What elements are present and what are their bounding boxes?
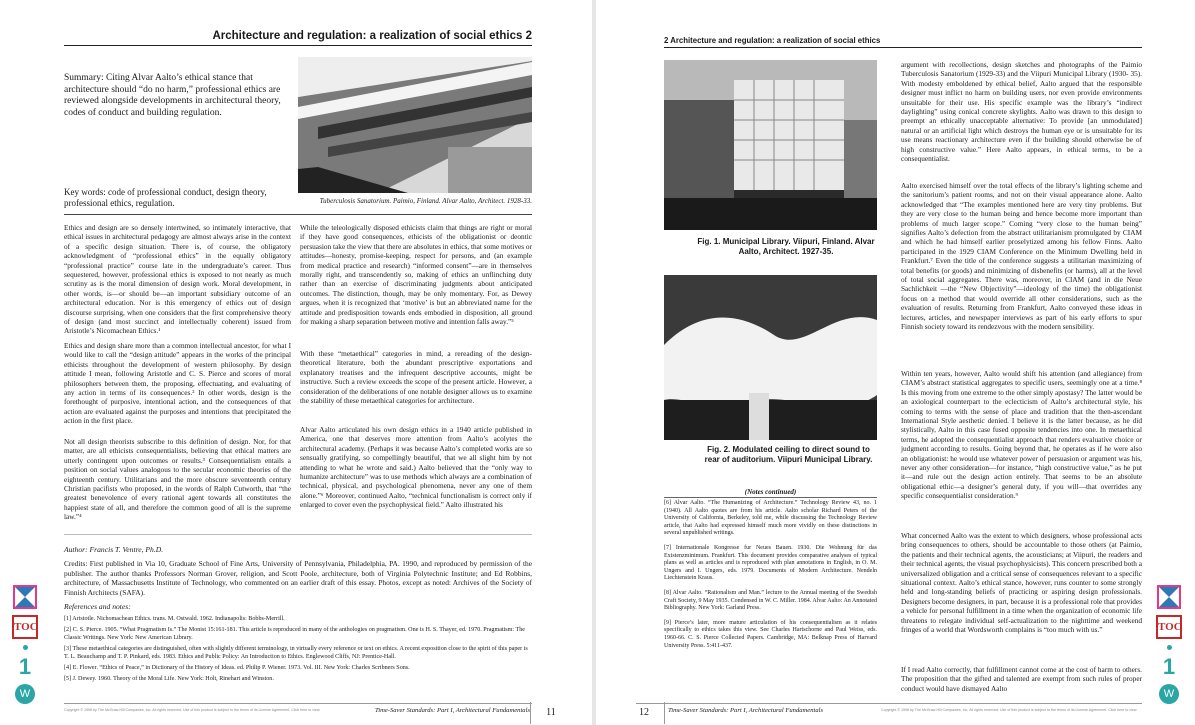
left-col1-para2: Ethics and design share more than a common intellectual ancestor, for what I would like to call the “design attitude” appears in the works of the principal ethicists throughout the development of western philosophy. By design attitude I mean, following Aristotle and C. S. Pierce and scores of moral philosophers between them, the proposing, effectuating, and evaluating of any action in terms of its consequences.² In other words, design is the forethought of purposive, intentional action, and the consequences of that action are evaluated against the purposes and intentions that precipitated the action in the first place. — [64, 341, 291, 426]
library-photo — [664, 60, 877, 230]
summary-paragraph: Summary: Citing Alvar Aalto’s ethical stance that architecture should “do no harm,” professional ethics are reviewed alongside developments in architectural theory, codes of conduct and building regulation. — [64, 73, 281, 118]
reference-list — [64, 615, 532, 683]
left-page-number: 11 — [530, 702, 571, 724]
right-col2-para2: Aalto exercised himself over the total effects of the library’s lighting scheme and the sanitorium’s patient rooms, and not on their visual appearance alone. Aalto acknowledged that “The examples mentioned here are very tiny problems. But they are very close to the human being and hence become more important than problems of much larger scope.” Coming “very close to the human being” signifies Aalto’s defection from the abstract utilitarianism promulgated by CIAM and which he had himself earlier proselytized among his fellow Finns. Aalto participated in the 1929 CIAM Conference on the Minimum Dwelling held in Frankfurt.⁷ Even the title of the conference suggests a utilitarian maximizing of total benefits (or goods) and minimizing of disbenefits (or harms), all at the level of total social aggregates. There was, moreover, in CIAM (and in die Neue Sachlichkeit —the “New Objectivity”—ideology of the time) the obligationist focus on a method that would override all other considerations, such as the evaluation of results. Returning from Frankfurt, Aalto conveyed these ideas in lectures, articles, and newspaper interviews as part of his early efforts to spur Finnish society toward its rendezvous with the modern sensibility. — [901, 181, 1142, 332]
navigation-arrows-icon[interactable] — [1157, 585, 1181, 609]
toc-button[interactable]: TOC — [12, 615, 38, 639]
ceiling-photo — [664, 275, 877, 440]
sanatorium-caption: Tuberculosis Sanatorium. Paimio, Finland. Alvar Aalto, Architect. 1928-33. — [319, 197, 532, 205]
right-header-title: 2 Architecture and regulation: a realization of social ethics — [664, 36, 881, 45]
left-footer-rule — [64, 703, 532, 704]
library-image — [664, 60, 877, 230]
left-footer-copyright[interactable]: Copyright © 1998 by The McGraw-Hill Companies, Inc. All rights reserved. Use of this product is subject to the terms of its License Agreement. Click here to view. — [64, 708, 321, 712]
dot-icon — [1167, 645, 1172, 650]
right-col2-para1: argument with recollections, design sketches and photographs of the Paimio Tuberculosis Sanatorium (1929-33) and the Viipuri Municipal Library (1930- 35). With modesty emboldened by ethical belief, Aalto argued that the responsible designer must inflict no harm on building users, nor even provide environments unsuitable for their use. His specific example was the library’s “indirect daylighting” using conical concrete skylights. Aalto was drawn to this design to preempt an ethically unacceptable alternative: To provide [an unmodulated] natural or an artificial light which destroys the human eye or is unsuitable for its use means reactionary architecture even if the building should otherwise be of high constructive value.” Here Aalto appears, in ethical terms, to be a consequentialist. — [901, 60, 1142, 164]
ceiling-image — [664, 275, 877, 440]
left-refs-rule — [64, 534, 532, 535]
left-header-title: Architecture and regulation: a realization of social ethics 2 — [212, 30, 532, 42]
fig2-caption: Fig. 2. Modulated ceiling to direct sound to rear of auditorium. Viipuri Municipal Library. — [704, 445, 873, 464]
right-header-rule — [664, 47, 1142, 48]
left-col2-para1: While the teleologically disposed ethicists claim that things are right or moral if they have good consequences, ethicists of the obligationist or deontic persuasion take the view that there are absolutes in ethics, that some motives or attitudes—honesty, promise-keeping, respect for persons, and (an example from medical practice and research) “informed consent”—are in themselves morally right, and transcendently so, making of ethics an unflinching duty rather than an exercise of discriminating judgments about anticipated outcomes. The distinction, though, may be only momentary. For, as Dewey argues, when it is recognized that ‘motive’ is but an abbreviated name for the attitude and predisposition towards ends embodied in disposition, all ground for making a sharp separation between motive and intention falls away.”⁵ — [300, 223, 532, 327]
right-col2-para4: What concerned Aalto was the extent to which designers, whose professional acts bring consequences to others, should be accountable to those others (at Paimio, the patients and their technical agents, the acousticians; at Viipuri, the readers and their technical agents, the visual psychophysicists). This concern prescribed both a universalized obligation and a critical sense of consequences relevant to a specific situational context. Aalto’s ethical stance, however, runs counter to some strongly held and long-standing beliefs of practicing or aspiring design professionals. Designers become designers, in part, because it is a professional role that provides a vehicle for personal fulfillment in a time when the organization of economic life threatens to relegate individual self-actualization to the nighttime and weekend fringes of a world that Wordsworth complains is “too much with us.” — [901, 531, 1143, 635]
right-page-number: 12 — [624, 702, 665, 724]
note-item: [7] Internationale Kongresse fur Neues Bauen. 1930. Die Wohnung für das Existenzminimum. Frankfurt. This document provides comparative analyses of typical plans as well as articles and is reproduced with plan annotations in English, in O. M. Ungers and I. Ungers, eds. 1979. Documents of Modern Architecture. Nendeln Liechtenstein Kraus. — [664, 544, 877, 582]
author-line: Author: Francis T. Ventre, Ph.D. — [64, 545, 164, 554]
notes-rule — [664, 497, 877, 498]
left-col2-para2: With these “metaethical” categories in mind, a rereading of the design-theoretical literature, both the abundant prescriptive exportations and explanatory treatises and the infrequent descriptive accounts, might be instructive. Such a review exceeds the scope of the present article. However, a consideration of the deliberations of one notable designer allows us to examine the stability of these metaethical categories for architecture. — [300, 349, 532, 406]
right-col2-para5: If I read Aalto correctly, that fulfillment cannot come at the cost of harm to others. The proposition that the gifted and talented are exempt from such rules of proper conduct would have dismayed Aalto — [901, 665, 1142, 693]
left-footer-title: Time-Saver Standards: Part I, Architectural Fundamentals — [374, 707, 530, 714]
reference-item: [2] C. S. Pierce. 1905. “What Pragmatism Is.” The Monist 15:161-181. This article is reproduced in many of the anthologies on pragmatism. One is H. S. Thayer, ed. 1970. Pragmatism: The Classic Writings. New York: New American Library. — [64, 627, 525, 641]
left-nav-icons — [12, 585, 38, 704]
section-one-button[interactable]: 1 — [18, 654, 32, 679]
fig1-caption: Fig. 1. Municipal Library. Viipuri, Finland. Alvar Aalto, Architect. 1927-35. — [697, 237, 875, 256]
dot-icon — [23, 645, 28, 650]
reference-item: [5] J. Dewey. 1960. Theory of the Moral Life. New York: Holt, Rinehart and Winston. — [64, 676, 274, 682]
keywords-paragraph: Key words: code of professional conduct, design theory, professional ethics, regulation. — [64, 187, 267, 208]
reference-item: [3] These metaethical categories are distinguished, often with slightly different terminology, in virtually every reference or text on ethics. A recent exposition close to the spirit of this paper is T. L. Beauchamp and T. P. Pinkard, eds. 1983. Ethics and Public Policy: An Introduction to Ethics. Englewood Cliffs, NJ: Prentice-Hall. — [64, 646, 528, 660]
w-button[interactable]: W — [15, 684, 35, 704]
left-col2-para3: Alvar Aalto articulated his own design ethics in a 1940 article published in America, one that deserves more attention from Aalto’s acolytes the architectural academy. (Perhaps it was because Aalto’s completed works are so sensually gratifying, so compellingly beautiful, that we all slight him by not attending to what he wrote and said.) Aalto believed that the “only way to humanize architecture” was to use methods which always are a combination of technical, physical, and psychological phenomena, never any one of them alone.”⁶ Moreover, continued Aalto, “technical functionalism is correct only if enlarged to cover even the psychophysical field.” Aalto illustrated his — [300, 425, 532, 510]
note-item: [6] Alvar Aalto. “The Humanizing of Architecture.” Technology Review 43, no. 1 (1940). All Aalto quotes are from his article. Aalto scholar Richard Peters of the University of California, Berkeley, told me, while discussing the Technology Review article, that Aalto had expressed himself much more vividly on these distinctions in several unpublished writings. — [664, 500, 877, 537]
notes-heading: (Notes continued) — [744, 488, 797, 496]
reference-item: [4] E. Flower. “Ethics of Peace,” in Dictionary of the History of Ideas. ed. Philip P. Wiener. 1973. Vol. III. New York: Charles Scribners Sons. — [64, 665, 410, 671]
reference-item: [1] Aristotle. Nichomachean Ethics. trans. M. Ostwald. 1962. Indianapolis: Bobbs-Merrill. — [64, 616, 285, 622]
right-page — [596, 0, 1195, 725]
navigation-arrows-icon[interactable] — [13, 585, 37, 609]
toc-button[interactable]: TOC — [1156, 615, 1182, 639]
w-button[interactable]: W — [1159, 684, 1179, 704]
sanatorium-image — [298, 57, 532, 193]
right-nav-icons — [1156, 585, 1182, 704]
section-one-button[interactable]: 1 — [1162, 654, 1176, 679]
left-section-rule — [64, 214, 532, 215]
right-footer-copyright[interactable]: Copyright © 1998 by The McGraw-Hill Companies, Inc. All rights reserved. Use of this product is subject to the terms of its License Agreement. Click here to view. — [881, 708, 1138, 712]
references-heading: References and notes: — [64, 602, 131, 611]
note-item: [9] Pierce’s later, more mature articulation of his consequentialism as it relates specifically to ethics takes this view. See Charles Hartschorne and Paul Weiss, eds. 1960-66. C. S. Pierce Collected Papers. Cambridge, MA: Belknap Press of Harvard University Press. 5:411-437. — [664, 619, 877, 649]
notes-list — [664, 500, 877, 650]
note-item: [8] Alvar Aalto. “Rationalism and Man.” lecture to the Annual meeting of the Swedish Craft Society, 9 May 1935. Condensed in W. C. Miller. 1984. Alvar Aalto: An Annotated Bibliography. New York: Garland Press. — [664, 589, 877, 612]
left-page — [0, 0, 592, 725]
right-footer-title: Time-Saver Standards: Part I, Architectural Fundamentals — [668, 707, 824, 714]
credits-paragraph: Credits: First published in Via 10, Graduate School of Fine Arts, University of Pennsylvania, Philadelphia, PA. 1990, and reproduced by permission of the publisher. The author thanks Professors Norman Grover, religion, and Scott Poole, architecture, both of Virginia Polytechnic Institute; and Ed Robbins, architecture, of Massachusetts Institute of Technology, who commented on an earlier draft of this essay. Photos, except as noted: Archives of the Society of Finnish Architects (SAFA). — [64, 559, 532, 597]
left-col1-para3: Not all design theorists subscribe to this definition of design. Nor, for that matter, are all ethicists consequentialists, believing that ethical matters are utterly contingent upon outcomes or results.³ Consequentialism entails a position on social values analogous to the secular economic theories of the eighteenth century. Utilitarians and the more obscure seventeenth century Christian pacifists who proposed, in the words of Ralph Cutworth, that “the greatest benevolence of every rational agent towards all constitutes the happiest state of all, and therefore the common good of all is the supreme law.”⁴ — [64, 437, 291, 522]
right-col2-para3: Within ten years, however, Aalto would shift his attention (and allegiance) from CIAM’s abstract statistical aggregates to specific users, seemingly one at a time.⁸ Is this moving from one extreme to the other simply apostasy? The latter would be an axiological counterpart to the eclecticism of Aalto’s architectural style, his coming to terms with the sense of place and tradition that the then-ascendant International Style aesthetic denied. I believe it is the latter because, as he did stylistically, Aalto in this case fused opposite tendencies into one. In metaethical terms, he adopted the consequentialist approach that renders evaluative choice or judgment according to results. Going beyond that, he operates as if he were also an obligationist: he would use whatever power of persuasion or argument was his, never any other consideration—for instance, “high constructive value,” as he put it—and rule out the design action entirely. That seems to be an absolute obligational ethic—a designer’s general duty, if you will—that overrides any specific consequentialist consideration.⁹ — [901, 369, 1143, 501]
left-col1-para1: Ethics and design are so densely intertwined, so intimately interactive, that ethical issues in architectural pedagogy are almost always arise in the context of a specific design situation. There is, of course, the obligatory acknowledgment of “professional ethics” in the equally obligatory “professional practice” course late in the undergraduate’s career. Thus sequestered, however, professional ethics is exposed to not nearly as much scrutiny as is the moral dimension of design work. Moral development, in other words, is—or should be—an important subsidiary outcome of an architectural education. Nor is this emergency of ethics out of design discourse surprising, when one considers that the first comprehensive theory of design (and most succinct and intellectually coherent) issued from Aristotle’s Nicomachean Ethics.¹ — [64, 223, 291, 336]
left-header-rule — [64, 45, 532, 46]
right-footer-rule — [636, 703, 1142, 704]
sanatorium-photo — [298, 57, 532, 193]
